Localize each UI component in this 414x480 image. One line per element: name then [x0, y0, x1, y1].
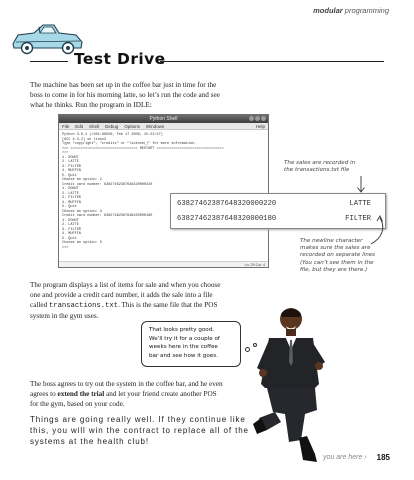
menu-shell[interactable]: Shell [89, 124, 100, 129]
body-line: one and provide a credit card number, it adds the sale into a file [30, 291, 213, 299]
shell-status-bar [59, 261, 268, 267]
shell-line: Python 3.0.1 (r301:69556, Feb 17 2009, 15:23:57) [62, 133, 163, 137]
body-line [30, 389, 223, 399]
closing-line: Things are going really well. If they continue like [30, 415, 246, 424]
menu-options[interactable]: Options [124, 124, 140, 129]
boss-paragraph [30, 379, 223, 409]
note-line: recorded on separate lines [300, 252, 376, 259]
test-drive-heading [30, 50, 384, 69]
note-line: (You can’t see them in the [300, 259, 374, 266]
menu-file[interactable]: File [62, 124, 70, 129]
transactions-file [170, 193, 386, 229]
note-line: The newline character [300, 238, 363, 244]
shell-line: 4. MUFFIN [62, 232, 81, 236]
shell-line: 1. DONUT [62, 187, 79, 191]
shell-line: >>> ================================ RESTART ================================ [62, 146, 224, 151]
shell-line: 1. DONUT [62, 218, 79, 223]
shell-menu-bar [59, 123, 268, 130]
page-title: Test Drive [74, 50, 166, 68]
body-text: and let your friend create another POS [104, 390, 217, 398]
menu-help[interactable]: Help [255, 124, 265, 129]
closing-line: systems at the health club! [30, 437, 150, 446]
note-line: the transactions.txt file [284, 167, 350, 174]
card-number: 63827462387648320000180 [177, 215, 277, 223]
shell-line: 5. Quit [62, 205, 77, 209]
shell-line: 4. MUFFIN [62, 200, 81, 205]
closing-line: this, you will win the contract to replace all of the [30, 426, 249, 435]
program-description [30, 280, 220, 321]
note-line: makes sure the sales are [300, 245, 371, 252]
shell-line: 4. MUFFIN [62, 169, 81, 173]
newline-note [300, 238, 375, 274]
sale-item: FILTER [345, 215, 371, 223]
shell-line: Choose an option: 5 [62, 241, 102, 245]
bubble-line: bar and see how it goes. [149, 352, 218, 359]
body-line: The program displays a list of items for sale and when you choose [30, 281, 221, 289]
body-text: agrees to [30, 390, 58, 398]
shell-line: 5. Quit [62, 173, 77, 178]
shell-line: Credit card number: 63827462387648320000220 [62, 182, 153, 187]
shell-line: 2. LATTE [62, 191, 79, 196]
title-rule-left [30, 61, 68, 62]
minimize-button[interactable] [249, 116, 254, 121]
title-rule-right [160, 61, 384, 62]
shell-line: Credit card number: 63827462387648320000180 [62, 214, 153, 218]
shell-line: >>> [62, 151, 69, 155]
window-controls [249, 116, 266, 121]
body-line: The boss agrees to try out the system in the coffee bar, and he even [30, 380, 223, 388]
card-number: 63827462387648320000220 [177, 200, 277, 208]
shell-line: 2. LATTE [62, 223, 79, 227]
section-label [313, 6, 389, 15]
body-line: system in the gym uses. [30, 312, 99, 320]
bubble-line: weeks here in the coffee [149, 344, 218, 350]
body-line: for the gym, based on your code. [30, 400, 125, 408]
sale-item: LATTE [349, 200, 371, 208]
emphasis-text: extend the trial [57, 390, 105, 398]
shell-line: 2. LATTE [62, 160, 79, 164]
body-text: called [30, 301, 49, 309]
intro-line: what he thinks. Run the program in IDLE: [30, 101, 152, 109]
shell-window-title: Python Shell [149, 116, 178, 122]
sales-record [177, 199, 371, 209]
section-label-rest: programming [342, 6, 389, 15]
shell-line: 5. Quit [62, 236, 77, 241]
shell-line: 1. DONUT [62, 155, 79, 160]
body-line [30, 300, 220, 311]
section-label-bold: modular [313, 6, 343, 15]
intro-line: The machine has been set up in the coffee bar just in time for the [30, 81, 217, 89]
sales-record [177, 214, 371, 224]
close-button[interactable] [261, 116, 266, 121]
shell-line: Type "copyright", "credits" or "license()" for more information. [62, 142, 197, 146]
python-shell-window [58, 114, 269, 268]
closing-paragraph [30, 414, 330, 447]
shell-line: 3. FILTER [62, 227, 81, 232]
sales-note [284, 160, 355, 174]
maximize-button[interactable] [255, 116, 260, 121]
boss-speech-bubble [141, 321, 241, 367]
filename-code: transactions.txt [48, 302, 118, 310]
body-text: . This is the same file that the POS [117, 301, 218, 309]
note-line: file, but they are there.) [300, 266, 368, 273]
you-are-here-label: you are here › [323, 454, 367, 461]
intro-line: boss to come in for his morning latte, so let’s run the code and see [30, 91, 220, 99]
shell-line: 3. FILTER [62, 164, 81, 169]
page-number: 185 [376, 453, 390, 462]
intro-paragraph [30, 80, 220, 110]
shell-line: >>> [62, 245, 69, 250]
page-footer [323, 453, 390, 462]
shell-line: Choose an option: 3 [62, 209, 102, 214]
bubble-line: We’ll try it for a couple of [149, 335, 220, 342]
shell-line: [GCC 4.3.2] on linux2 [62, 137, 107, 142]
note-line: The sales are recorded in [284, 160, 356, 166]
shell-line: Choose an option: 2 [62, 178, 102, 182]
bubble-line: That looks pretty good. [149, 327, 215, 333]
menu-edit[interactable]: Edit [75, 124, 84, 129]
shell-title-bar [59, 115, 268, 123]
cursor-position: Ln: 29 Col: 4 [244, 263, 265, 267]
shell-line: 3. FILTER [62, 196, 81, 200]
menu-debug[interactable]: Debug [105, 124, 119, 129]
menu-windows[interactable]: Windows [145, 124, 165, 129]
down-arrow-icon [355, 175, 367, 194]
